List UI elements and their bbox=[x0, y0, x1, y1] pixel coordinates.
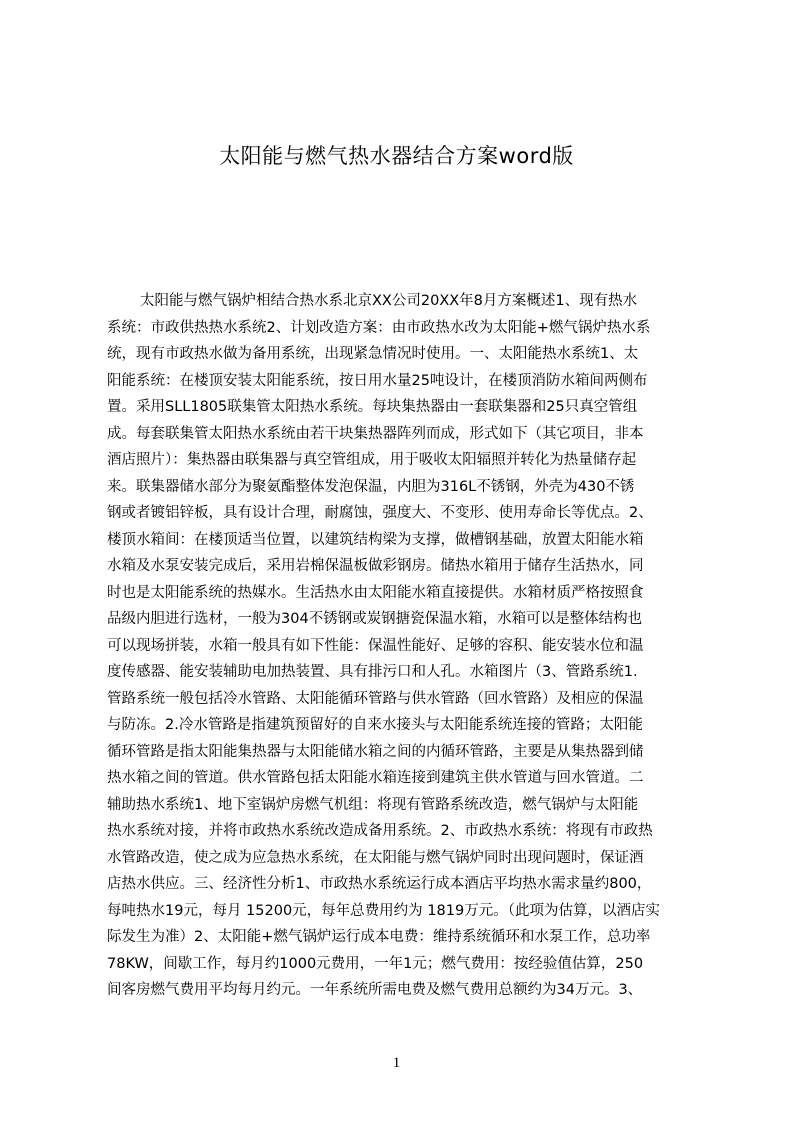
body-line: 太阳能与燃气锅炉相结合热水系北京XX公司20XX年8月方案概述1、现有热水 bbox=[140, 293, 638, 309]
body-line: 辅助热水系统1、地下室锅炉房燃气机组：将现有管路系统改造，燃气锅炉与太阳能 bbox=[107, 796, 639, 813]
body-line: 楼顶水箱间：在楼顶适当位置，以建筑结构梁为支撑，做槽钢基础，放置太阳能水箱 bbox=[107, 531, 644, 548]
document-title: 太阳能与燃气热水器结合方案word版 bbox=[219, 144, 574, 168]
body-line: 管路系统一般包括冷水管路、太阳能循环管路与供水管路（回水管路）及相应的保温 bbox=[107, 690, 644, 707]
body-line: 度传感器、能安装辅助电加热装置、具有排污口和人孔。水箱图片（3、管路系统1. bbox=[107, 664, 638, 680]
body-line: 成。每套联集管太阳热水系统由若干块集热器阵列而成，形式如下（其它项目，非本 bbox=[107, 425, 644, 442]
body-line: 78KW，间歇工作，每月约1000元费用，一年1元；燃气费用：按经验值估算，250 bbox=[107, 955, 644, 972]
body-line: 来。联集器储水部分为聚氨酯整体发泡保温，内胆为316L不锈钢，外壳为430不锈 bbox=[107, 478, 635, 495]
body-line: 间客房燃气费用平均每月约元。一年系统所需电费及燃气费用总额约为34万元。3、 bbox=[107, 982, 643, 998]
body-line: 店热水供应。三、经济性分析1、市政热水系统运行成本酒店平均热水需求量约800， bbox=[107, 876, 652, 892]
body-line: 阳能系统：在楼顶安装太阳能系统，按日用水量25吨设计，在楼顶消防水箱间两侧布 bbox=[107, 372, 648, 389]
body-line: 统，现有市政热水做为备用系统，出现紧急情况时使用。一、太阳能热水系统1、太 bbox=[107, 346, 639, 362]
body-line: 酒店照片）：集热器由联集器与真空管组成，用于吸收太阳辐照并转化为热量储存起 bbox=[107, 452, 637, 468]
body-line: 品级内胆进行选材，一般为304不锈钢或炭钢搪瓷保温水箱，水箱可以是整体结构也 bbox=[107, 611, 643, 627]
body-line: 每吨热水19元，每月 15200元，每年总费用约为 1819万元。（此项为估算，以酒店实 bbox=[107, 902, 660, 919]
body-line: 水箱及水泵安装完成后，采用岩棉保温板做彩钢房。储热水箱用于储存生活热水，同 bbox=[107, 558, 644, 574]
body-line: 置。采用SLL1805联集管太阳热水系统。每块集热器由一套联集器和25只真空管组 bbox=[107, 399, 638, 415]
body-line: 可以现场拼装，水箱一般具有如下性能：保温性能好、足够的容积、能安装水位和温 bbox=[107, 637, 644, 654]
body-line: 系统：市政供热热水系统2、计划改造方案：由市政热水改为太阳能+燃气锅炉热水系 bbox=[107, 319, 651, 336]
body-line: 热水系统对接，并将市政热水系统改造成备用系统。2、市政热水系统：将现有市政热 bbox=[107, 823, 653, 839]
body-line: 与防冻。2.冷水管路是指建筑预留好的自来水接头与太阳能系统连接的管路；太阳能 bbox=[107, 717, 643, 733]
body-line: 钢或者镀铝锌板，具有设计合理，耐腐蚀，强度大、不变形、使用寿命长等优点。2、 bbox=[107, 505, 653, 521]
body-line: 热水箱之间的管道。供水管路包括太阳能水箱连接到建筑主供水管道与回水管道。二 bbox=[107, 770, 644, 786]
body-line: 水管路改造，使之成为应急热水系统，在太阳能与燃气锅炉同时出现问题时，保证酒 bbox=[107, 849, 644, 866]
document-body bbox=[107, 288, 697, 1028]
page-number: 1 bbox=[392, 1055, 401, 1071]
body-line: 际发生为准）2、太阳能+燃气锅炉运行成本电费：维持系统循环和水泵工作，总功率 bbox=[107, 929, 651, 945]
body-line: 时也是太阳能系统的热媒水。生活热水由太阳能水箱直接提供。水箱材质严格按照食 bbox=[107, 584, 644, 601]
body-line: 循环管路是指太阳能集热器与太阳能储水箱之间的内循环管路，主要是从集热器到储 bbox=[107, 743, 644, 760]
